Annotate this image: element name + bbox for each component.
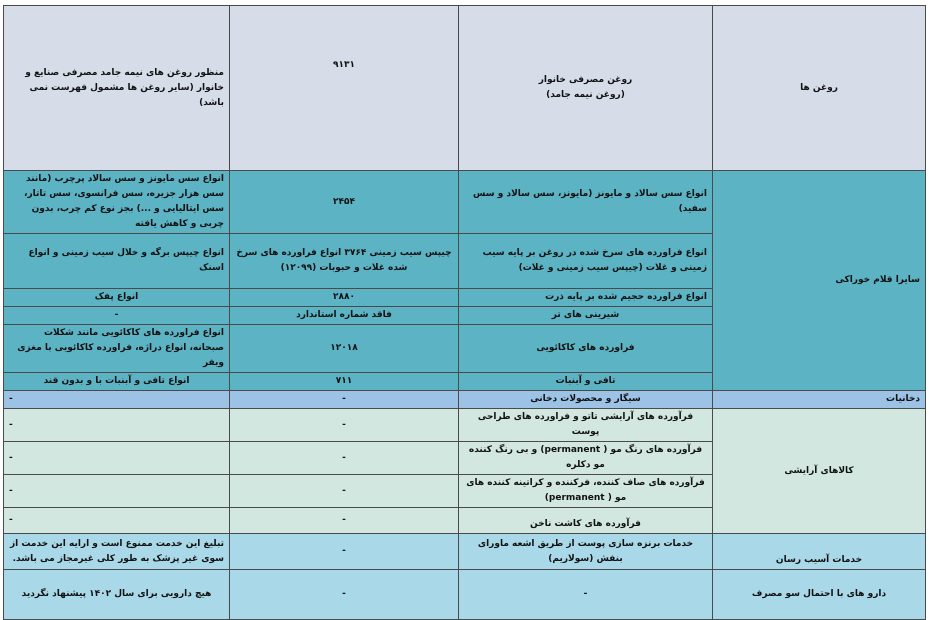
- group-harmful: خدمات آسیب رسان: [713, 534, 926, 570]
- product-cell: فرآورده های صاف کننده، فرکننده و کراتینه کننده های مو ( permanent): [459, 475, 713, 508]
- header-code: ۹۱۳۱: [230, 6, 459, 171]
- product-cell: خدمات برنزه سازی پوست از طریق اشعه ماورای بنفش (سولاریم): [459, 534, 713, 570]
- header-product-title: روغن مصرفی خانوار: [538, 75, 633, 85]
- product-cell: انواع سس سالاد و مایونز (مایونز، سس سالاد و سس سفید): [459, 171, 713, 234]
- header-product: [459, 6, 713, 171]
- note-cell: -: [4, 391, 230, 409]
- code-cell: -: [230, 508, 459, 534]
- header-product-subtitle: (روغن نیمه جامد): [546, 90, 625, 100]
- note-cell: انواع تافی و آبنبات با و بدون قند: [4, 373, 230, 391]
- product-cell: فرآورده های آرایشی تاتو و فراورده های طراحی پوست: [459, 409, 713, 442]
- note-cell: هیچ دارویی برای سال ۱۴۰۲ پیشنهاد نگردید: [4, 570, 230, 620]
- note-cell: -: [4, 508, 230, 534]
- note-cell: انواع چیپس برگه و خلال سیب زمینی و انواع اسنک: [4, 234, 230, 289]
- product-cell: انواع فراورده حجیم شده بر پایه ذرت: [459, 289, 713, 307]
- code-cell: ۲۴۵۴: [230, 171, 459, 234]
- code-cell: -: [230, 442, 459, 475]
- product-cell: فرآورده های کاشت ناخن: [459, 508, 713, 534]
- code-cell: -: [230, 391, 459, 409]
- product-cell: تافی و آبنبات: [459, 373, 713, 391]
- code-cell: فاقد شماره استاندارد: [230, 307, 459, 325]
- code-cell: ۷۱۱: [230, 373, 459, 391]
- group-drugs: دارو های با احتمال سو مصرف: [713, 570, 926, 620]
- table-row: [4, 171, 926, 234]
- product-cell: انواع فراورده های سرخ شده در روغن بر پایه سیب زمینی و غلات (چیپس سیب زمینی و غلات): [459, 234, 713, 289]
- group-tobacco: دخانیات: [713, 391, 926, 409]
- note-cell: تبلیغ این خدمت ممنوع است و ارایه این خدمت از سوی غیر پزشک به طور کلی غیرمجاز می باشد.: [4, 534, 230, 570]
- note-cell: -: [4, 475, 230, 508]
- code-cell: چیپس سیب زمینی ۳۷۶۴ انواع فراورده های سرخ شده غلات و حبوبات (۱۲۰۹۹): [230, 234, 459, 289]
- note-cell: -: [4, 442, 230, 475]
- note-cell: انواع پفک: [4, 289, 230, 307]
- note-cell: -: [4, 307, 230, 325]
- header-category: روغن ها: [713, 6, 926, 171]
- code-cell: -: [230, 570, 459, 620]
- table-row: [4, 391, 926, 409]
- code-cell: -: [230, 475, 459, 508]
- table-row: [4, 409, 926, 442]
- product-cell: فراورده های کاکائویی: [459, 325, 713, 373]
- note-cell: انواع سس مایونز و سس سالاد پرچرب (مانند سس هزار جزیره، سس فرانسوی، سس تاتار، سس ایتالیایی و ...) بجز نوع کم چرب، بدون چربی و کاهش یافته: [4, 171, 230, 234]
- product-cell: سیگار و محصولات دخانی: [459, 391, 713, 409]
- product-cell: -: [459, 570, 713, 620]
- code-cell: ۱۲۰۱۸: [230, 325, 459, 373]
- table-row: [4, 534, 926, 570]
- group-cosmetics: کالاهای آرایشی: [713, 409, 926, 534]
- group-food: سایرا قلام خوراکی: [713, 171, 926, 391]
- note-cell: -: [4, 409, 230, 442]
- note-cell: انواع فراورده های کاکائویی مانند شکلات صبحانه، انواع دراژه، فراورده کاکائویی با مغزی ویفر: [4, 325, 230, 373]
- code-cell: -: [230, 409, 459, 442]
- regulation-table: [3, 5, 926, 620]
- code-cell: -: [230, 534, 459, 570]
- product-cell: شیرینی های تر: [459, 307, 713, 325]
- table-row: [4, 570, 926, 620]
- product-cell: فرآورده های رنگ مو ( permanent) و بی رنگ کننده مو دکلره: [459, 442, 713, 475]
- code-cell: ۲۸۸۰: [230, 289, 459, 307]
- header-row: [4, 6, 926, 171]
- header-note: منظور روغن های نیمه جامد مصرفی صنایع و خانوار (سایر روغن ها مشمول فهرست نمی باشد): [4, 6, 230, 171]
